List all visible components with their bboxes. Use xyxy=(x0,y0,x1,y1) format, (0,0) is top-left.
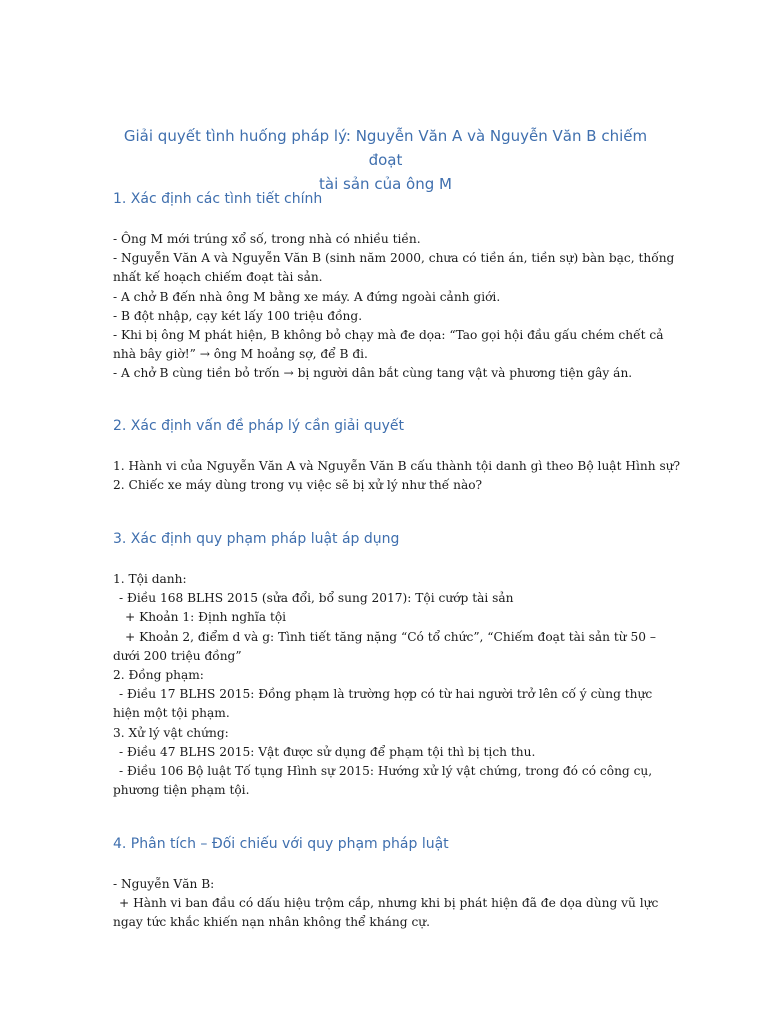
section-3-line: dưới 200 triệu đồng” xyxy=(113,648,242,663)
section-3-line: hiện một tội phạm. xyxy=(113,706,230,721)
section-3-heading: 3. Xác định quy phạm pháp luật áp dụng xyxy=(113,531,400,547)
section-2-line: 2. Chiếc xe máy dùng trong vụ việc sẽ bị xử lý như thế nào? xyxy=(113,478,483,493)
section-3-line: - Điều 47 BLHS 2015: Vật được sử dụng để phạm tội thì bị tịch thu. xyxy=(119,744,536,759)
section-1-line: nhà bây giờ!” → ông M hoảng sợ, để B đi. xyxy=(113,347,368,362)
section-1-body xyxy=(113,230,675,384)
section-3-line: - Điều 168 BLHS 2015 (sửa đổi, bổ sung 2017): Tội cướp tài sản xyxy=(119,591,514,606)
section-3-body xyxy=(113,570,658,800)
section-2-heading: 2. Xác định vấn đề pháp lý cần giải quyết xyxy=(113,418,404,434)
section-3-line: + Khoản 2, điểm d và g: Tình tiết tăng nặng “Có tổ chức”, “Chiếm đoạt tài sản từ 50 – xyxy=(125,629,656,644)
section-3-line: 3. Xử lý vật chứng: xyxy=(113,725,229,740)
section-3-line: - Điều 17 BLHS 2015: Đồng phạm là trường hợp có từ hai người trở lên cố ý cùng thực xyxy=(119,687,653,702)
section-1-line: - B đột nhập, cạy két lấy 100 triệu đồng. xyxy=(113,308,363,323)
section-3-line: 1. Tội danh: xyxy=(113,572,187,586)
section-1-line: - Nguyễn Văn A và Nguyễn Văn B (sinh năm 2000, chưa có tiền án, tiền sự) bàn bạc, thống xyxy=(113,251,675,266)
section-1-line: - Khi bị ông M phát hiện, B không bỏ chạy mà đe dọa: “Tao gọi hội đầu gấu chém chết cả xyxy=(113,328,664,343)
section-3-line: phương tiện phạm tội. xyxy=(113,783,250,798)
section-1-line: - A chở B cùng tiền bỏ trốn → bị người dân bắt cùng tang vật và phương tiện gây án. xyxy=(113,366,633,381)
section-2-body xyxy=(113,457,681,495)
section-3-line: - Điều 106 Bộ luật Tố tụng Hình sự 2015: Hướng xử lý vật chứng, trong đó có công cụ, xyxy=(119,764,653,779)
section-4-line: - Nguyễn Văn B: xyxy=(113,877,215,891)
title-line-1: Giải quyết tình huống pháp lý: Nguyễn Văn A và Nguyễn Văn B chiếm đoạt xyxy=(123,127,648,169)
section-2-line: 1. Hành vi của Nguyễn Văn A và Nguyễn Văn B cấu thành tội danh gì theo Bộ luật Hình sự? xyxy=(113,459,681,473)
section-3-line: + Khoản 1: Định nghĩa tội xyxy=(125,610,287,625)
section-1-line: - Ông M mới trúng xổ số, trong nhà có nhiều tiền. xyxy=(113,232,421,246)
section-4-heading: 4. Phân tích – Đối chiếu với quy phạm pháp luật xyxy=(113,836,449,852)
section-3-line: 2. Đồng phạm: xyxy=(113,668,204,683)
title-line-2: tài sản của ông M xyxy=(319,175,452,193)
section-4-line: + Hành vi ban đầu có dấu hiệu trộm cắp, nhưng khi bị phát hiện đã đe dọa dùng vũ lực xyxy=(119,896,659,911)
section-1-heading: 1. Xác định các tình tiết chính xyxy=(113,191,323,207)
section-4-body xyxy=(113,875,658,933)
document-title xyxy=(109,124,662,196)
section-1-line: - A chở B đến nhà ông M bằng xe máy. A đứng ngoài cảnh giới. xyxy=(113,289,501,304)
section-4-line: ngay tức khắc khiến nạn nhân không thể kháng cự. xyxy=(113,915,430,930)
section-1-line: nhất kế hoạch chiếm đoạt tài sản. xyxy=(113,270,323,285)
